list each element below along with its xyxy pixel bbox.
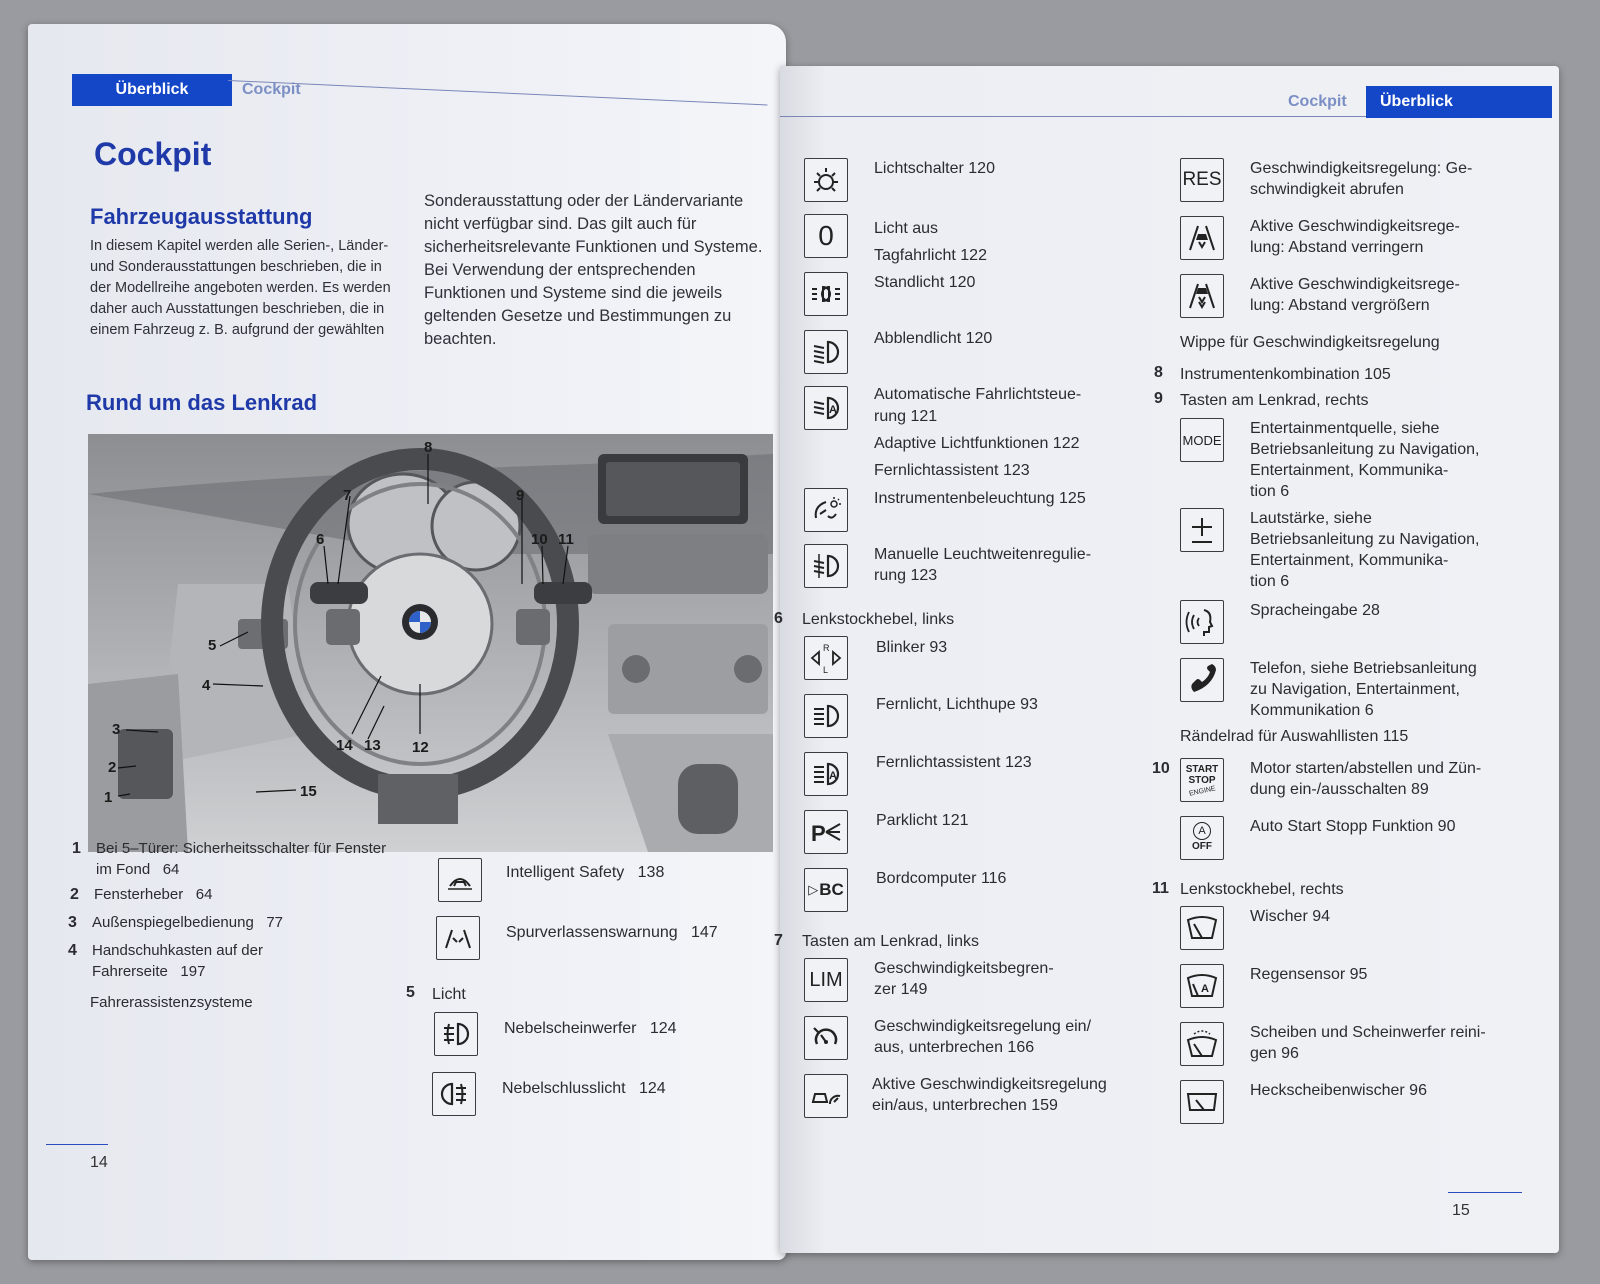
right-item (872, 1074, 1107, 1116)
callout-11: 11 (558, 531, 574, 548)
item-line: lung: Abstand verringern (1250, 239, 1424, 256)
list-item (96, 838, 396, 880)
tab-label: Cockpit (242, 81, 301, 98)
list-item-num: 1 (72, 840, 81, 857)
tab-label: Überblick (1380, 93, 1453, 110)
right-item (1250, 1080, 1427, 1101)
right-item (1250, 216, 1460, 258)
light-item-text: Nebelschlusslicht (502, 1080, 626, 1097)
assist-item-page[interactable]: 147 (691, 924, 718, 941)
section-text-col1: In diesem Kapitel werden alle Serien-, Länder- und Sonderausstattungen beschrieben, die in der Modellreihe angeboten werden. Es werden daher auch Ausstattungen beschrieben, die in einem Fahrzeug z. B. aufgrund der gewählten (90, 238, 391, 338)
list-item-page[interactable]: 197 (180, 963, 206, 980)
cruise-control-icon (804, 1016, 848, 1060)
section-8-num: 8 (1154, 364, 1163, 381)
callout-15: 15 (300, 783, 317, 800)
rocker-text: Wippe für Geschwindigkeitsregelung (1180, 334, 1440, 351)
callout-12: 12 (412, 739, 429, 756)
right-item (1250, 418, 1479, 502)
right-item (874, 544, 1091, 586)
light-item-page[interactable]: 124 (649, 1020, 677, 1037)
item-line: Betriebsanleitung zu Navigation, (1250, 441, 1480, 458)
volume-icon (1180, 508, 1224, 552)
left-page (28, 24, 786, 1260)
list-item (92, 940, 332, 982)
right-item (876, 752, 1032, 773)
item-line: Bordcomputer 116 (876, 870, 1007, 887)
right-item (1250, 508, 1479, 592)
right-item (1250, 158, 1472, 200)
item-line: Regensensor 95 (1250, 966, 1368, 983)
item-line: Aktive Geschwindigkeitsregelung (872, 1076, 1107, 1093)
item-line: Aktive Geschwindigkeitsrege- (1250, 218, 1460, 235)
list-item-text: Fensterheber (94, 886, 184, 903)
callout-8: 8 (424, 439, 433, 456)
right-item (874, 272, 975, 293)
right-item (876, 810, 969, 831)
section-9-label: Tasten am Lenkrad, rechts (1180, 392, 1369, 409)
list-item-page[interactable]: 77 (266, 914, 284, 931)
tab-overview-right[interactable] (1366, 86, 1552, 118)
right-item (876, 868, 1006, 889)
right-item (874, 215, 987, 269)
wiper-icon (1180, 906, 1224, 950)
page-number-right: 15 (1452, 1202, 1470, 1219)
item-line: Lichtschalter 120 (874, 160, 995, 177)
light-section-num: 5 (406, 984, 415, 1001)
tab-overview-left[interactable] (72, 74, 232, 106)
section-7-label: Tasten am Lenkrad, links (802, 933, 979, 950)
zero-icon (804, 214, 848, 258)
callout-3: 3 (112, 721, 121, 738)
right-page (774, 66, 1559, 1253)
section-6-num: 6 (774, 610, 783, 627)
section-10-num: 10 (1152, 760, 1170, 777)
icon-label: LIM (809, 968, 843, 991)
footer-rule (1448, 1192, 1522, 1193)
light-switch-icon (804, 158, 848, 202)
item-line: Scheiben und Scheinwerfer reini- (1250, 1024, 1486, 1041)
page-number-left: 14 (90, 1154, 108, 1171)
icon-label: OFF (1192, 841, 1212, 852)
right-item (874, 384, 1081, 482)
mode-icon (1180, 418, 1224, 462)
tab-label: Überblick (115, 81, 189, 98)
item-line: Standlicht 120 (874, 274, 976, 291)
item-line: Instrumentenbeleuchtung 125 (874, 490, 1086, 507)
item-line: Licht aus (874, 220, 939, 237)
item-line: Geschwindigkeitsregelung ein/ (874, 1018, 1092, 1035)
item-line: Betriebsanleitung zu Navigation, (1250, 531, 1480, 548)
right-item (1250, 274, 1460, 316)
light-section-label: Licht (432, 986, 466, 1003)
headlight-range-icon (804, 544, 848, 588)
bc-icon: ▷ BC (804, 868, 848, 912)
item-line: Adaptive Lichtfunktionen 122 (874, 435, 1080, 452)
item-line: Aktive Geschwindigkeitsrege- (1250, 276, 1460, 293)
item-line: schwindigkeit abrufen (1250, 181, 1404, 198)
light-item-page[interactable]: 124 (638, 1080, 666, 1097)
callout-5: 5 (208, 637, 217, 654)
list-item-num: 3 (68, 914, 77, 931)
list-item-text: Handschuhkasten auf der Fahrerseite (92, 942, 263, 980)
list-item-page[interactable]: 64 (195, 886, 213, 903)
item-line: Heckscheibenwischer 96 (1250, 1082, 1427, 1099)
right-item (874, 158, 995, 179)
driver-assist-label: Fahrerassistenzsysteme (90, 994, 253, 1011)
callout-2: 2 (108, 759, 117, 776)
right-item (874, 328, 992, 349)
rear-wiper-icon (1180, 1080, 1224, 1124)
item-line: Tagfahrlicht 122 (874, 247, 987, 264)
list-item-num: 2 (70, 886, 79, 903)
assist-item-text: Intelligent Safety (506, 864, 625, 881)
side-parking-light-icon (804, 810, 848, 854)
item-line: Entertainment, Kommunika- (1250, 462, 1449, 479)
section-11-label: Lenkstockhebel, rechts (1180, 881, 1344, 898)
section-title-steering: Rund um das Lenkrad (86, 390, 318, 415)
item-line: Fernlichtassistent 123 (876, 754, 1032, 771)
item-line: Fernlicht, Lichthupe 93 (876, 696, 1038, 713)
item-line: Geschwindigkeitsregelung: Ge- (1250, 160, 1473, 177)
right-item (874, 1016, 1091, 1058)
right-item (876, 637, 947, 658)
right-item (1250, 964, 1367, 985)
phone-icon (1180, 658, 1224, 702)
light-item (504, 1018, 677, 1039)
assist-item-text: Spurverlassenswarnung (506, 924, 678, 941)
item-line: aus, unterbrechen 166 (874, 1039, 1035, 1056)
item-line: Automatische Fahrlichtsteue- (874, 386, 1082, 403)
callout-14: 14 (336, 737, 353, 754)
parking-light-icon (804, 272, 848, 316)
icon-label: BC (819, 880, 844, 899)
lane-departure-icon (436, 916, 480, 960)
item-line: Entertainment, Kommunika- (1250, 552, 1449, 569)
icon-label: MODE (1182, 432, 1222, 448)
instrument-lighting-icon (804, 488, 848, 532)
right-item (1250, 600, 1380, 621)
icon-label: RES (1182, 169, 1222, 190)
tab-cockpit-right[interactable] (1288, 86, 1347, 118)
right-item (1250, 658, 1477, 721)
callout-13: 13 (364, 737, 381, 754)
callout-10: 10 (531, 531, 548, 548)
section-8-label: Instrumentenkombination 105 (1180, 366, 1391, 383)
callout-9: 9 (516, 487, 525, 504)
item-line: dung ein-/ausschalten 89 (1250, 781, 1429, 798)
svg-text:A: A (1201, 983, 1209, 995)
svg-text:L: L (823, 665, 829, 675)
section-7-num: 7 (774, 932, 783, 949)
assist-item (506, 922, 718, 943)
item-line: Blinker 93 (876, 639, 948, 656)
right-item (876, 694, 1038, 715)
low-beam-icon (804, 330, 848, 374)
list-item-text: Außenspiegelbedienung (92, 914, 254, 931)
cockpit-drawing (88, 434, 773, 852)
footer-rule (46, 1144, 108, 1145)
light-item (502, 1078, 666, 1099)
callout-6: 6 (316, 531, 325, 548)
start-stop-icon (1180, 758, 1224, 802)
icon-label: A (1193, 822, 1211, 840)
lim-icon (804, 958, 848, 1002)
turn-signal-icon (804, 636, 848, 680)
item-line: tion 6 (1250, 483, 1290, 500)
rain-sensor-icon (1180, 964, 1224, 1008)
item-line: zu Navigation, Entertainment, (1250, 681, 1460, 698)
item-line: zer 149 (874, 981, 928, 998)
assist-item-page[interactable]: 138 (637, 864, 665, 881)
tab-cockpit-left[interactable] (242, 74, 301, 106)
distance-decrease-icon (1180, 216, 1224, 260)
section-6-label: Lenkstockhebel, links (802, 611, 955, 628)
item-line: Auto Start Stopp Funktion 90 (1250, 818, 1456, 835)
item-line: Parklicht 121 (876, 812, 969, 829)
callout-7: 7 (343, 487, 352, 504)
list-item (94, 884, 394, 905)
auto-headlight-icon (804, 386, 848, 430)
svg-text:R: R (823, 643, 830, 653)
auto-start-stop-icon (1180, 816, 1224, 860)
active-cruise-icon (804, 1074, 848, 1118)
item-line: rung 121 (874, 408, 938, 425)
section-9-num: 9 (1154, 390, 1163, 407)
high-beam-assist-icon (804, 752, 848, 796)
high-beam-icon (804, 694, 848, 738)
list-item-text: Bei 5–Türer: Sicherheitsschalter für Fenster im Fond (96, 840, 387, 878)
callout-1: 1 (104, 789, 113, 806)
voice-input-icon (1180, 600, 1224, 644)
item-line: Wischer 94 (1250, 908, 1331, 925)
item-line: tion 6 (1250, 573, 1290, 590)
item-line: Abblendlicht 120 (874, 330, 993, 347)
icon-label: ENGINE (1188, 784, 1216, 798)
item-line: Motor starten/abstellen und Zün- (1250, 760, 1482, 777)
rear-fog-light-icon (432, 1072, 476, 1116)
callout-4: 4 (202, 677, 211, 694)
icon-label: STOP (1188, 774, 1216, 786)
right-item (874, 488, 1086, 509)
right-item (1250, 758, 1481, 800)
list-item-num: 4 (68, 942, 77, 959)
intelligent-safety-icon (438, 858, 482, 902)
front-fog-light-icon (434, 1012, 478, 1056)
svg-text:A: A (829, 770, 837, 782)
item-line: gen 96 (1250, 1045, 1299, 1062)
right-item (1250, 906, 1330, 927)
section-title-equipment: Fahrzeugausstattung (90, 204, 313, 229)
section-text-col2: Sonderausstattung oder der Ländervariante nicht verfügbar sind. Das gilt auch für sicherheitsrelevante Funktionen und Systeme. Bei Verwendung der entsprechenden Funktionen und Systeme sind die jeweils geltenden Gesetze und Bestimmungen zu beachten. (424, 192, 763, 348)
light-item-text: Nebelscheinwerfer (504, 1020, 637, 1037)
res-icon (1180, 158, 1224, 202)
list-item (92, 912, 392, 933)
right-item (1250, 816, 1455, 837)
svg-text:P: P (811, 821, 826, 846)
header-rule (780, 116, 1366, 117)
tab-label: Cockpit (1288, 93, 1347, 110)
right-item (874, 958, 1054, 1000)
item-line: ein/aus, unterbrechen 159 (872, 1097, 1058, 1114)
item-line: Entertainmentquelle, siehe (1250, 420, 1440, 437)
section-11-num: 11 (1152, 880, 1169, 897)
distance-increase-icon (1180, 274, 1224, 318)
icon-label: 0 (818, 220, 834, 251)
right-item (1250, 1022, 1486, 1064)
item-line: rung 123 (874, 567, 938, 584)
item-line: Geschwindigkeitsbegren- (874, 960, 1054, 977)
page-title: Cockpit (94, 136, 212, 172)
item-line: Manuelle Leuchtweitenregulie- (874, 546, 1092, 563)
item-line: Spracheingabe 28 (1250, 602, 1380, 619)
header-rule (228, 80, 767, 105)
svg-text:A: A (829, 404, 837, 416)
item-line: Lautstärke, siehe (1250, 510, 1372, 527)
washer-icon (1180, 1022, 1224, 1066)
assist-item (506, 862, 664, 883)
thumbwheel-text: Rändelrad für Auswahllisten 115 (1180, 728, 1409, 745)
cockpit-illustration (88, 434, 773, 852)
icon-label: START (1185, 763, 1219, 775)
item-line: Fernlichtassistent 123 (874, 462, 1030, 479)
item-line: Telefon, siehe Betriebsanleitung (1250, 660, 1477, 677)
list-item-page[interactable]: 64 (162, 861, 180, 878)
item-line: lung: Abstand vergrößern (1250, 297, 1430, 314)
item-line: Kommunikation 6 (1250, 702, 1374, 719)
